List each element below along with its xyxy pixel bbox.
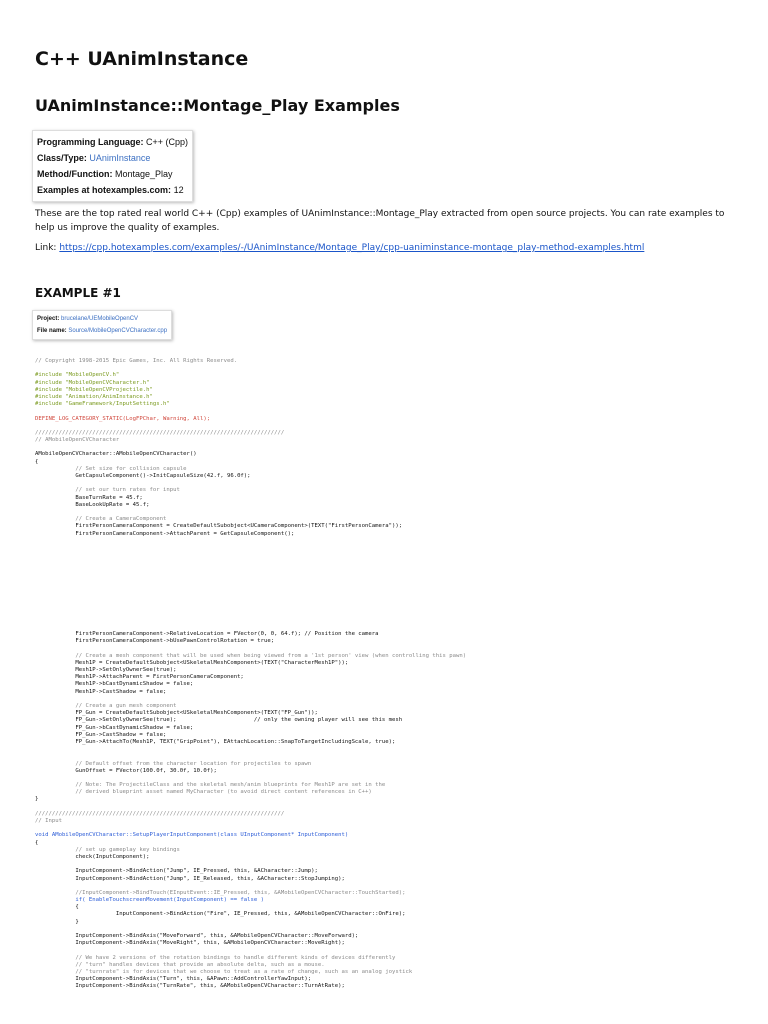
code-line: // We have 2 versions of the rotation bindings to handle different kinds of devices differently [35,954,396,961]
code-block [35,358,735,991]
code-line [35,574,735,581]
code-line [35,566,735,573]
code-line [35,883,735,890]
code-line: FirstPersonCameraComponent = CreateDefaultSubobject<UCameraComponent>(TEXT("FirstPersonCamera")); [35,523,403,530]
code-line: // AMobileOpenCVCharacter [35,437,120,444]
project-link[interactable]: brucelane/UEMobileOpenCV [61,316,139,322]
code-line: ////////////////////////////////////////////////////////////////////////// [35,810,285,817]
code-line: #include "MobileOpenCVProjectile.h" [35,386,153,393]
code-line: InputComponent->BindAxis("MoveForward", this, &AMobileOpenCVCharacter::MoveForward); [35,933,359,939]
code-line: InputComponent->BindAction("Fire", IE_Pressed, this, &AMobileOpenCVCharacter::OnFire); [35,911,406,918]
code-line: #include "Animation/AnimInstance.h" [35,393,153,400]
meta-method-label: Method/Function: [37,169,113,179]
meta-language-label: Programming Language: [37,137,144,147]
link-label: Link: [35,243,57,253]
code-line [35,595,735,602]
code-line: FP_Gun = CreateDefaultSubobject<USkeletalMeshComponent>(TEXT("FP_Gun")); [35,710,318,717]
code-line [35,559,735,566]
code-line: Mesh1P->SetOnlyOwnerSee(true); [35,667,177,674]
code-line: DEFINE_LOG_CATEGORY_STATIC(LogFPChar, Warning, All); [35,415,211,422]
code-line: } [35,918,79,925]
code-line: } [35,796,39,803]
code-line [35,552,735,559]
code-line: GunOffset = FVector(100.0f, 30.0f, 10.0f); [35,767,217,774]
code-line: { [35,458,39,465]
code-line: Mesh1P->AttachParent = FirstPersonCameraComponent; [35,674,244,681]
meta-class [37,150,188,166]
file-label: File name: [37,328,67,334]
code-line: // Copyright 1998-2015 Epic Games, Inc. All Rights Reserved. [35,358,238,364]
link-line [35,243,644,253]
code-line [35,365,735,372]
code-line: Mesh1P->CastShadow = false; [35,688,167,695]
code-line [35,947,735,954]
code-line: // Note: The ProjectileClass and the skeletal mesh/anim blueprints for Mesh1P are set in the [35,782,386,789]
code-line [35,804,735,811]
code-line: if( EnableTouchscreenMovement(InputComponent) == false ) [35,897,265,904]
code-line [35,825,735,832]
meta-examples-label: Examples at hotexamples.com: [37,185,172,195]
code-line [35,624,735,631]
code-line: InputComponent->BindAction("Jump", IE_Released, this, &ACharacter::StopJumping); [35,875,345,882]
code-line: void AMobileOpenCVCharacter::SetupPlayerInputComponent(class UInputComponent* InputComponent) [35,832,349,839]
code-line: InputComponent->BindAction("Jump", IE_Pressed, this, &ACharacter::Jump); [35,868,318,875]
code-line: FP_Gun->bCastDynamicShadow = false; [35,724,194,731]
code-line [35,408,735,415]
project-box [32,310,172,340]
code-line [35,753,735,760]
meta-class-label: Class/Type: [37,153,87,163]
meta-language-value: C++ (Cpp) [146,137,189,147]
code-line [35,509,735,516]
meta-examples [37,182,188,198]
code-line [35,746,735,753]
meta-class-link[interactable]: UAnimInstance [89,153,151,163]
example-url-link[interactable]: https://cpp.hotexamples.com/examples/-/UAnimInstance/Montage_Play/cpp-uaniminstance-montage_play-method-examples.html [59,243,645,253]
code-line: Mesh1P->bCastDynamicShadow = false; [35,681,194,688]
code-line: AMobileOpenCVCharacter::AMobileOpenCVCharacter() [35,451,197,458]
code-line: // Create a CameraComponent [35,516,167,523]
code-line [35,610,735,617]
meta-method-value: Montage_Play [115,169,173,179]
code-line: FirstPersonCameraComponent->bUsePawnControlRotation = true; [35,638,275,645]
page-title: C++ UAnimInstance [35,48,249,70]
meta-examples-value: 12 [173,185,184,195]
code-line: ////////////////////////////////////////////////////////////////////////// [35,429,285,436]
code-line [35,602,735,609]
code-line [35,646,735,653]
code-line [35,545,735,552]
code-line [35,444,735,451]
file-row [37,325,167,337]
code-line: // derived blueprint asset named MyCharacter (to avoid direct content references in C++) [35,789,372,796]
code-line [35,480,735,487]
code-line: check(InputComponent); [35,853,150,860]
code-line: //InputComponent->BindTouch(EInputEvent::IE_Pressed, this, &AMobileOpenCVCharacter::TouchStarted); [35,889,406,896]
code-line: // set up gameplay key bindings [35,846,180,853]
code-line: InputComponent->BindAxis("Turn", this, &APawn::AddControllerYawInput); [35,976,312,983]
code-line: // set our turn rates for input [35,487,180,494]
code-line: // Set size for collision capsule [35,465,187,472]
code-line [35,581,735,588]
code-line [35,775,735,782]
code-line [35,696,735,703]
code-line [35,617,735,624]
code-line: FirstPersonCameraComponent->RelativeLocation = FVector(0, 0, 64.f); // Position the camera [35,631,379,638]
code-line: FirstPersonCameraComponent->AttachParent = GetCapsuleComponent(); [35,530,295,537]
code-line: FP_Gun->SetOnlyOwnerSee(true); // only the owning player will see this mesh [35,717,403,724]
code-line: #include "MobileOpenCVCharacter.h" [35,379,150,386]
meta-box [32,130,193,202]
code-line: // Create a mesh component that will be used when being viewed from a '1st person' view (when controlling this pawn) [35,652,467,659]
example-heading: EXAMPLE #1 [35,286,121,300]
file-link[interactable]: Source/MobileOpenCVCharacter.cpp [68,328,168,334]
code-line: // "turn" handles devices that provide an absolute delta, such as a mouse. [35,961,325,968]
code-line [35,861,735,868]
code-line: FP_Gun->CastShadow = false; [35,731,167,738]
code-line: // Default offset from the character location for projectiles to spawn [35,760,312,767]
code-line [35,926,735,933]
code-line: InputComponent->BindAxis("MoveRight", this, &AMobileOpenCVCharacter::MoveRight); [35,940,345,947]
description: These are the top rated real world C++ (Cpp) examples of UAnimInstance::Montage_Play extracted from open source projects. You can rate examples to help us improve the quality of examples. [35,209,725,233]
code-line: #include "GameFramework/InputSettings.h" [35,401,170,408]
code-line: // "turnrate" is for devices that we choose to treat as a rate of change, such as an analog joystick [35,968,413,975]
code-line: BaseTurnRate = 45.f; [35,494,143,501]
code-line [35,538,735,545]
code-line: FP_Gun->AttachTo(Mesh1P, TEXT("GripPoint"), EAttachLocation::SnapToTargetIncludingScale, true); [35,738,396,745]
meta-language [37,134,188,150]
code-line [35,588,735,595]
meta-method [37,166,188,182]
code-line: Mesh1P = CreateDefaultSubobject<USkeletalMeshComponent>(TEXT("CharacterMesh1P")); [35,659,349,666]
code-line: // Input [35,818,62,824]
code-line: InputComponent->BindAxis("TurnRate", this, &AMobileOpenCVCharacter::TurnAtRate); [35,983,345,990]
code-line: #include "MobileOpenCV.h" [35,372,120,379]
code-line: { [35,904,79,911]
project-label: Project: [37,316,60,322]
project-row [37,313,167,325]
code-line: BaseLookUpRate = 45.f; [35,501,150,508]
code-line: GetCapsuleComponent()->InitCapsuleSize(42.f, 96.0f); [35,473,251,479]
code-line [35,423,735,430]
code-line: { [35,839,39,846]
code-line: // Create a gun mesh component [35,703,177,709]
page-subtitle: UAnimInstance::Montage_Play Examples [35,96,400,115]
